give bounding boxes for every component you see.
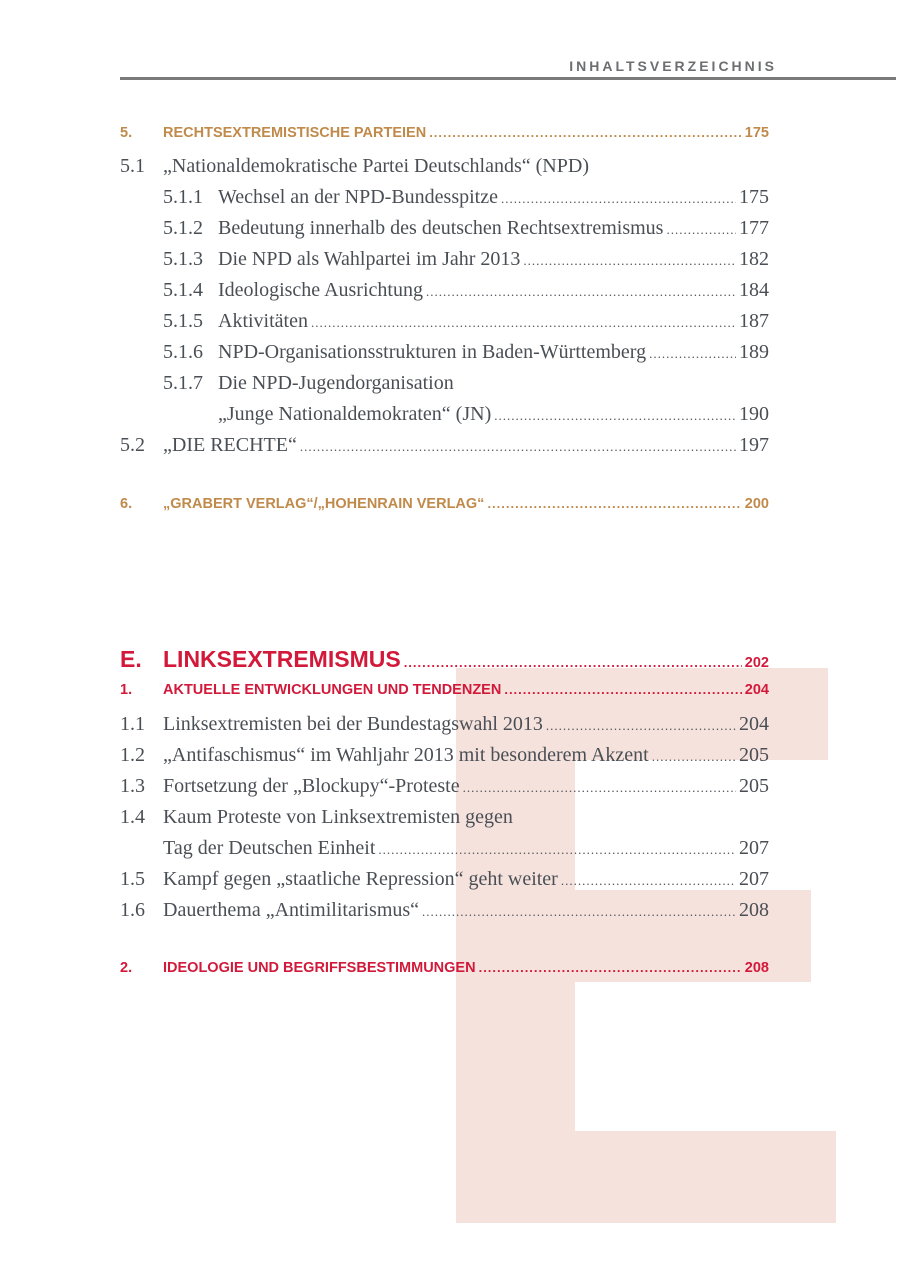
dot-leader — [523, 253, 736, 269]
dot-leader — [652, 749, 736, 765]
toc-entry-number: 5.1.2 — [163, 217, 203, 239]
toc-entry-title: Kaum Proteste von Linksextremisten gegen — [163, 806, 513, 828]
toc-entry-title: Tag der Deutschen Einheit — [163, 837, 376, 859]
toc-entry-title: IDEOLOGIE UND BEGRIFFSBESTIMMUNGEN — [163, 960, 476, 976]
toc-entry[interactable] — [120, 775, 769, 801]
toc-entry-title: „GRABERT VERLAG“/„HOHENRAIN VERLAG“ — [163, 496, 485, 512]
toc-entry-page: 207 — [739, 868, 769, 890]
dot-leader — [429, 125, 742, 140]
toc-entry-page: 182 — [739, 248, 769, 270]
toc-entry-page: 207 — [739, 837, 769, 859]
toc-entry[interactable] — [163, 279, 769, 305]
dot-leader — [561, 873, 736, 889]
dot-leader — [300, 439, 736, 455]
dot-leader — [546, 718, 736, 734]
toc-entry-number: 1.1 — [120, 713, 145, 735]
toc-entry-page: 205 — [739, 775, 769, 797]
toc-entry-number: 5.1 — [120, 155, 145, 177]
dot-leader — [422, 904, 736, 920]
toc-entry[interactable] — [120, 682, 769, 708]
toc-entry-title: Die NPD als Wahlpartei im Jahr 2013 — [218, 248, 521, 270]
toc-entry-page: 197 — [739, 434, 769, 456]
toc-entry[interactable] — [120, 125, 769, 151]
toc-entry-number: 5.1.3 — [163, 248, 203, 270]
toc-entry-title: Wechsel an der NPD-Bundesspitze — [218, 186, 498, 208]
toc-entry-title: AKTUELLE ENTWICKLUNGEN UND TENDENZEN — [163, 682, 502, 698]
toc-entry-title: Fortsetzung der „Blockupy“-Proteste — [163, 775, 460, 797]
toc-entry-page: 202 — [744, 655, 769, 671]
toc-entry-number: 5. — [120, 125, 133, 141]
toc-entry[interactable] — [120, 868, 769, 894]
toc-entry-number: 1.2 — [120, 744, 145, 766]
toc-entry-title: „DIE RECHTE“ — [163, 434, 297, 456]
toc-entry[interactable] — [163, 372, 769, 398]
toc-entry-title: „Junge Nationaldemokraten“ (JN) — [218, 403, 492, 425]
toc-entry-page: 204 — [744, 682, 769, 698]
toc-entry[interactable] — [120, 434, 769, 460]
toc-entry-page: 190 — [739, 403, 769, 425]
toc-entry-page: 208 — [739, 899, 769, 921]
toc-entry-number: E. — [120, 646, 142, 672]
dot-leader — [501, 191, 736, 207]
toc-entry-title: Die NPD-Jugendorganisation — [218, 372, 454, 394]
toc-entry-page: 204 — [739, 713, 769, 735]
toc-entry-number: 5.1.1 — [163, 186, 203, 208]
toc-entry[interactable] — [163, 310, 769, 336]
toc-entry-title: Dauerthema „Antimilitarismus“ — [163, 899, 420, 921]
toc-entry-number: 1.4 — [120, 806, 145, 828]
toc-entry-number: 5.1.5 — [163, 310, 203, 332]
toc-entry-page: 175 — [739, 186, 769, 208]
toc-entry[interactable] — [120, 960, 769, 986]
toc-entry-number: 5.1.6 — [163, 341, 203, 363]
toc-entry[interactable] — [218, 403, 769, 429]
toc-entry-title: LINKSEXTREMISMUS — [163, 646, 401, 672]
toc-entry-number: 6. — [120, 496, 133, 512]
toc-entry[interactable] — [163, 248, 769, 274]
toc-entry-page: 189 — [739, 341, 769, 363]
toc-entry-title: Linksextremisten bei der Bundestagswahl 2013 — [163, 713, 543, 735]
toc-entry-number: 1. — [120, 682, 133, 698]
toc-entry-page: 205 — [739, 744, 769, 766]
toc-entry[interactable] — [120, 155, 769, 181]
dot-leader — [311, 315, 736, 331]
toc-entry[interactable] — [163, 837, 769, 863]
toc-entry-page: 187 — [739, 310, 769, 332]
toc-entry[interactable] — [120, 646, 769, 672]
dot-leader — [494, 408, 736, 424]
dot-leader — [666, 222, 736, 238]
toc-entry[interactable] — [163, 217, 769, 243]
toc-entry-title: „Nationaldemokratische Partei Deutschlands“ (NPD) — [163, 155, 589, 177]
header-rule — [120, 77, 896, 80]
toc-entry-number: 1.6 — [120, 899, 145, 921]
toc-entry-title: Kampf gegen „staatliche Repression“ geht weiter — [163, 868, 558, 890]
toc-entry-title: „Antifaschismus“ im Wahljahr 2013 mit besonderem Akzent — [163, 744, 649, 766]
toc-entry-title: Bedeutung innerhalb des deutschen Rechtsextremismus — [218, 217, 664, 239]
toc-entry-number: 1.3 — [120, 775, 145, 797]
running-header: INHALTSVERZEICHNIS — [569, 58, 777, 74]
toc-entry-page: 175 — [744, 125, 769, 141]
toc-entry-number: 5.1.4 — [163, 279, 203, 301]
toc-entry-page: 208 — [744, 960, 769, 976]
toc-entry-number: 5.2 — [120, 434, 145, 456]
toc-entry-number: 5.1.7 — [163, 372, 203, 394]
toc-entry-page: 200 — [744, 496, 769, 512]
dot-leader — [404, 655, 742, 670]
toc-entry-title: RECHTSEXTREMISTISCHE PARTEIEN — [163, 125, 427, 141]
toc-entry[interactable] — [120, 744, 769, 770]
dot-leader — [487, 496, 741, 511]
toc-entry[interactable] — [120, 496, 769, 522]
toc-entry-title: NPD-Organisationsstrukturen in Baden-Württemberg — [218, 341, 647, 363]
toc-entry[interactable] — [163, 341, 769, 367]
dot-leader — [479, 960, 742, 975]
dot-leader — [426, 284, 736, 300]
toc-entry-page: 177 — [739, 217, 769, 239]
toc-entry-page: 184 — [739, 279, 769, 301]
dot-leader — [378, 842, 736, 858]
dot-leader — [649, 346, 736, 362]
toc-entry[interactable] — [120, 713, 769, 739]
toc-entry-title: Ideologische Ausrichtung — [218, 279, 423, 301]
dot-leader — [463, 780, 736, 796]
toc-entry-number: 2. — [120, 960, 133, 976]
dot-leader — [504, 682, 741, 697]
toc-entry-title: Aktivitäten — [218, 310, 308, 332]
toc-entry-number: 1.5 — [120, 868, 145, 890]
toc-entry[interactable] — [120, 806, 769, 832]
toc-entry[interactable] — [163, 186, 769, 212]
toc-entry[interactable] — [120, 899, 769, 925]
